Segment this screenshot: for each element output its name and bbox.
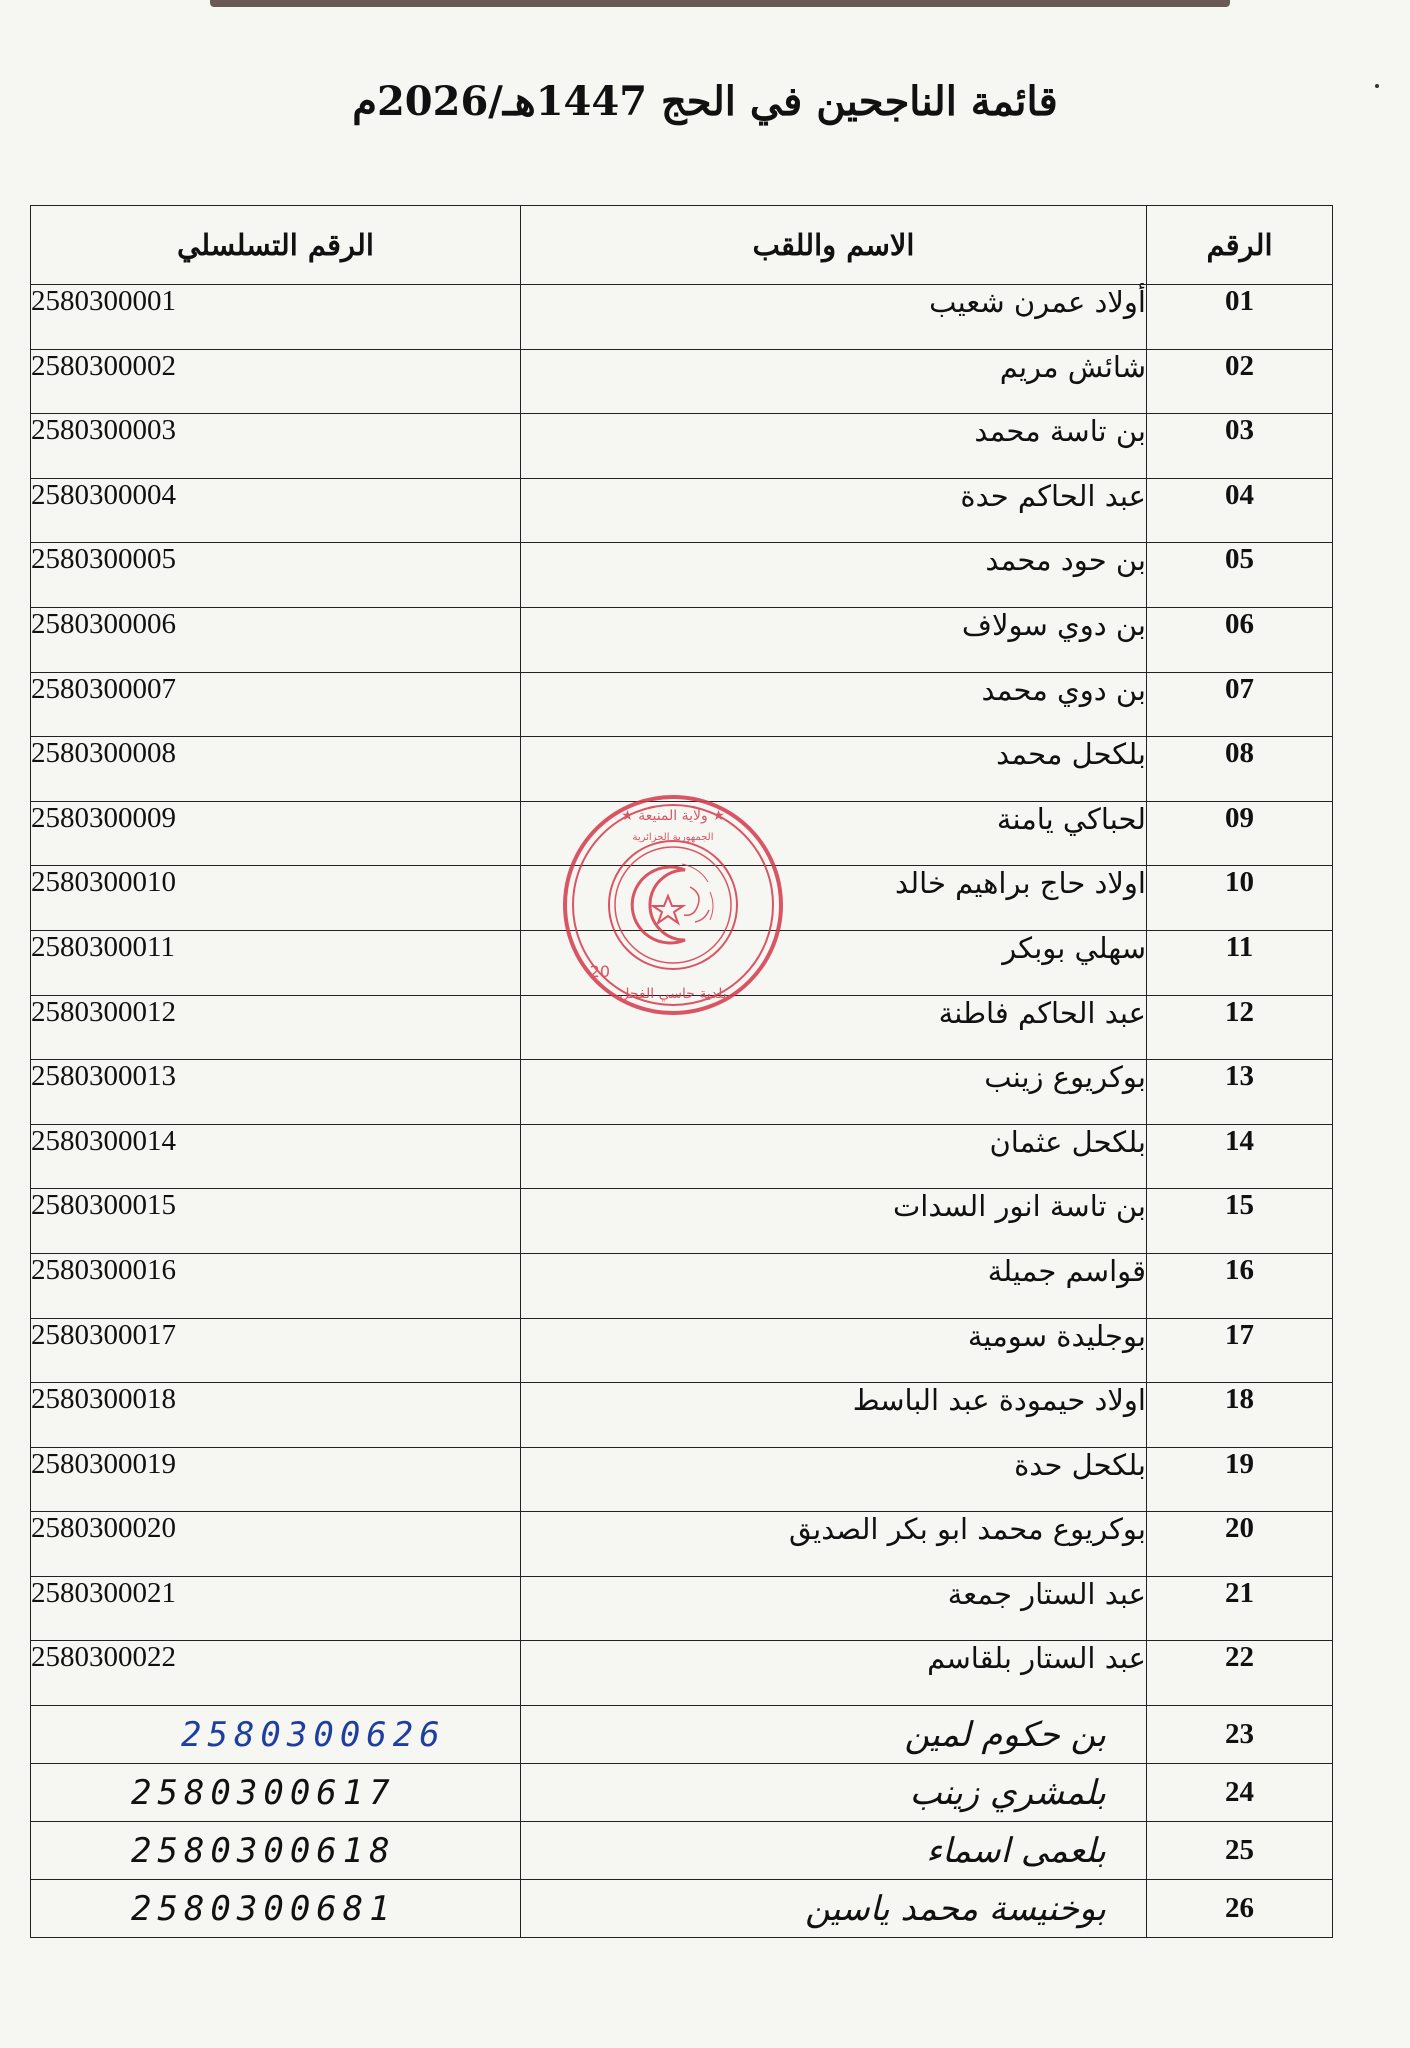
row-number: 18 (1147, 1383, 1333, 1448)
row-name: بلكحل محمد (521, 737, 1147, 802)
row-serial: 2580300003 (31, 414, 521, 479)
winners-table (30, 205, 1333, 1938)
row-serial: 2580300004 (31, 478, 521, 543)
row-name-handwritten: بن حكوم لمين (521, 1706, 1147, 1764)
row-serial: 2580300012 (31, 995, 521, 1060)
row-serial: 2580300009 (31, 801, 521, 866)
row-name: أولاد عمرن شعيب (521, 285, 1147, 350)
row-number: 06 (1147, 607, 1333, 672)
row-number: 11 (1147, 930, 1333, 995)
table-row (31, 1189, 1333, 1254)
row-serial: 2580300017 (31, 1318, 521, 1383)
row-serial: 2580300011 (31, 930, 521, 995)
table-row (31, 1447, 1333, 1512)
svg-text:20: 20 (589, 962, 610, 981)
row-serial: 2580300006 (31, 607, 521, 672)
row-number: 24 (1147, 1764, 1333, 1822)
row-number: 25 (1147, 1822, 1333, 1880)
row-name-handwritten: بلمشري زينب (521, 1764, 1147, 1822)
row-number: 08 (1147, 737, 1333, 802)
row-serial: 2580300010 (31, 866, 521, 931)
table-row (31, 1576, 1333, 1641)
row-name: عبد الحاكم فاطنة (521, 995, 1147, 1060)
row-name: عبد الستار جمعة (521, 1576, 1147, 1641)
row-number: 26 (1147, 1880, 1333, 1938)
row-number: 10 (1147, 866, 1333, 931)
row-serial-handwritten: 2580300681 (31, 1880, 521, 1938)
row-number: 22 (1147, 1641, 1333, 1706)
row-name: اولاد حاج براهيم خالد (521, 866, 1147, 931)
header-number: الرقم (1147, 206, 1333, 285)
table-row (31, 1253, 1333, 1318)
table-row (31, 1318, 1333, 1383)
row-serial: 2580300001 (31, 285, 521, 350)
row-serial: 2580300015 (31, 1189, 521, 1254)
row-serial: 2580300022 (31, 1641, 521, 1706)
official-stamp (560, 792, 786, 1018)
row-name: لحباكي يامنة (521, 801, 1147, 866)
row-serial: 2580300013 (31, 1060, 521, 1125)
svg-text:★ ولاية المنيعة ★: ★ ولاية المنيعة ★ (621, 808, 725, 824)
row-number: 09 (1147, 801, 1333, 866)
row-number: 05 (1147, 543, 1333, 608)
row-number: 14 (1147, 1124, 1333, 1189)
row-number: 19 (1147, 1447, 1333, 1512)
row-name-handwritten: بلعمى اسماء (521, 1822, 1147, 1880)
header-name: الاسم واللقب (521, 206, 1147, 285)
table-row-handwritten (31, 1880, 1333, 1938)
page-title: قائمة الناجحين في الحج 1447هـ/2026م (352, 78, 1058, 125)
row-serial: 2580300018 (31, 1383, 521, 1448)
row-name: قواسم جميلة (521, 1253, 1147, 1318)
row-serial-handwritten: 2580300626 (31, 1706, 521, 1764)
table-row (31, 1641, 1333, 1706)
svg-text:الجمهورية الجزائرية: الجمهورية الجزائرية (632, 832, 714, 843)
row-name: عبد الحاكم حدة (521, 478, 1147, 543)
row-serial: 2580300002 (31, 349, 521, 414)
table-row (31, 1383, 1333, 1448)
table-header-row (31, 206, 1333, 285)
table-row (31, 1060, 1333, 1125)
row-name: بوكريوع محمد ابو بكر الصديق (521, 1512, 1147, 1577)
table-row (31, 1124, 1333, 1189)
row-serial: 2580300020 (31, 1512, 521, 1577)
row-number: 13 (1147, 1060, 1333, 1125)
row-name: بن دوي محمد (521, 672, 1147, 737)
header-serial: الرقم التسلسلي (31, 206, 521, 285)
row-number: 15 (1147, 1189, 1333, 1254)
row-number: 04 (1147, 478, 1333, 543)
row-serial: 2580300007 (31, 672, 521, 737)
table-row (31, 543, 1333, 608)
table-row-handwritten (31, 1822, 1333, 1880)
table-row-handwritten (31, 1706, 1333, 1764)
row-serial: 2580300016 (31, 1253, 521, 1318)
row-number: 02 (1147, 349, 1333, 414)
row-number: 16 (1147, 1253, 1333, 1318)
row-number: 07 (1147, 672, 1333, 737)
row-name: شائش مريم (521, 349, 1147, 414)
row-number: 17 (1147, 1318, 1333, 1383)
row-number: 01 (1147, 285, 1333, 350)
table-row-handwritten (31, 1764, 1333, 1822)
row-serial: 2580300014 (31, 1124, 521, 1189)
svg-text:بلدية حاسي الفحل: بلدية حاسي الفحل (619, 986, 727, 1002)
row-serial: 2580300019 (31, 1447, 521, 1512)
row-name: بن تاسة محمد (521, 414, 1147, 479)
row-serial: 2580300008 (31, 737, 521, 802)
row-serial: 2580300005 (31, 543, 521, 608)
row-number: 23 (1147, 1706, 1333, 1764)
table-row (31, 349, 1333, 414)
row-name: عبد الستار بلقاسم (521, 1641, 1147, 1706)
row-name: بن تاسة انور السدات (521, 1189, 1147, 1254)
row-name: بن دوي سولاف (521, 607, 1147, 672)
page-top-edge (210, 0, 1230, 7)
row-serial-handwritten: 2580300618 (31, 1822, 521, 1880)
row-number: 20 (1147, 1512, 1333, 1577)
row-name: بلكحل عثمان (521, 1124, 1147, 1189)
row-serial: 2580300021 (31, 1576, 521, 1641)
row-name: بوكريوع زينب (521, 1060, 1147, 1125)
row-name: بوجليدة سومية (521, 1318, 1147, 1383)
table-row (31, 607, 1333, 672)
row-name: سهلي بوبكر (521, 930, 1147, 995)
table-row (31, 672, 1333, 737)
row-number: 21 (1147, 1576, 1333, 1641)
row-serial-handwritten: 2580300617 (31, 1764, 521, 1822)
row-name: اولاد حيمودة عبد الباسط (521, 1383, 1147, 1448)
row-name-handwritten: بوخنيسة محمد ياسين (521, 1880, 1147, 1938)
table-row (31, 285, 1333, 350)
row-name: بن حود محمد (521, 543, 1147, 608)
row-number: 03 (1147, 414, 1333, 479)
table-row (31, 1512, 1333, 1577)
row-name: بلكحل حدة (521, 1447, 1147, 1512)
row-number: 12 (1147, 995, 1333, 1060)
table-row (31, 414, 1333, 479)
table-row (31, 478, 1333, 543)
